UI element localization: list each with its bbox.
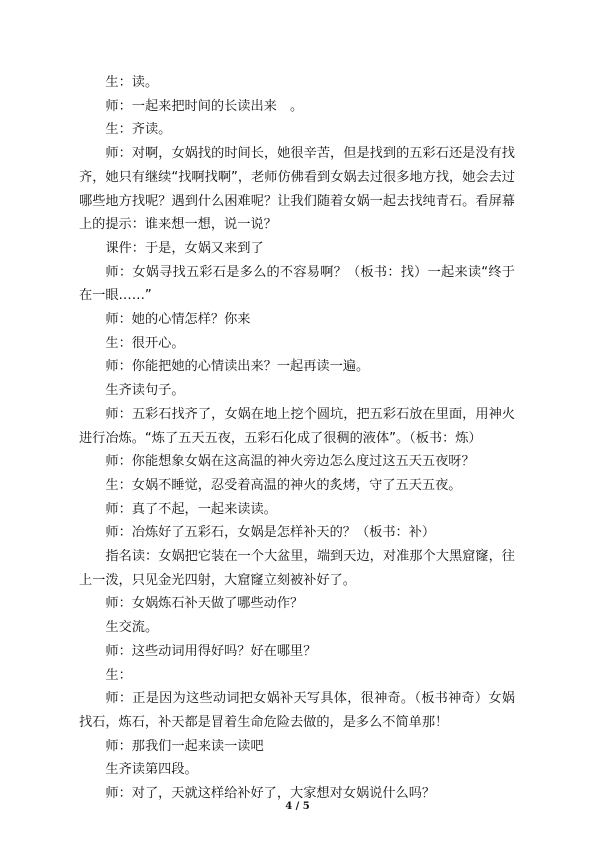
paragraph: 师：她的心情怎样？你来 — [105, 312, 251, 328]
paragraph: 课件：于是，女娲又来到了 — [105, 240, 264, 256]
paragraph: 师：对了，天就这样给补好了，大家想对女娲说什么吗？ — [105, 786, 436, 802]
paragraph: 生：齐读。 — [105, 122, 172, 138]
paragraph: 师：一起来把时间的长读出来 。 — [105, 98, 304, 114]
paragraph: 师：这些动词用得好吗？好在哪里？ — [105, 643, 317, 659]
page-number: 4 / 5 — [285, 801, 310, 812]
paragraph: 生齐读句子。 — [105, 383, 185, 399]
paragraph: 师：对啊，女娲找的时间长，她很辛苦，但是找到的五彩石还是没有找齐，她只有继续“找啊找啊”，老师仿佛看到女娲去过很多地方找，她会去过哪些地方找呢？遇到什么困难呢？让我们随着女娲一起去找纯青石。看屏幕上的提示：谁来想一想，说一说？ — [79, 146, 515, 233]
paragraph: 师：冶炼好了五彩石，女娲是怎样补天的？（板书：补） — [105, 525, 436, 541]
paragraph: 师：正是因为这些动词把女娲补天写具体，很神奇。（板书神奇）女娲找石，炼石，补天都是冒着生命危险去做的，是多么不简单那！ — [79, 691, 515, 730]
document-body — [79, 71, 515, 806]
paragraph: 生： — [105, 667, 132, 683]
paragraph: 师：女娲炼石补天做了哪些动作？ — [105, 596, 304, 612]
paragraph: 生交流。 — [105, 620, 159, 636]
paragraph: 生齐读第四段。 — [105, 762, 198, 778]
paragraph: 生：很开心。 — [105, 335, 185, 351]
paragraph: 生：女娲不睡觉，忍受着高温的神火的炙烤，守了五天五夜。 — [105, 477, 462, 493]
paragraph: 师：你能把她的心情读出来？一起再读一遍。 — [105, 359, 370, 375]
paragraph: 师：那我们一起来读一读吧 — [105, 738, 264, 754]
paragraph: 指名读：女娲把它装在一个大盆里，端到天边，对准那个大黑窟窿，往上一泼，只见金光四射，大窟窿立刻被补好了。 — [79, 549, 515, 588]
paragraph: 师：女娲寻找五彩石是多么的不容易啊？（板书：找）一起来读“终于在一眼……” — [79, 264, 515, 304]
paragraph: 师：你能想象女娲在这高温的神火旁边怎么度过这五天五夜呀？ — [105, 454, 475, 470]
paragraph: 师：真了不起，一起来读读。 — [105, 501, 277, 517]
paragraph: 师：五彩石找齐了，女娲在地上挖个圆坑，把五彩石放在里面，用神火进行冶炼。“炼了五天五夜，五彩石化成了很稠的液体”。（板书：炼） — [79, 406, 515, 446]
paragraph: 生：读。 — [105, 75, 159, 90]
